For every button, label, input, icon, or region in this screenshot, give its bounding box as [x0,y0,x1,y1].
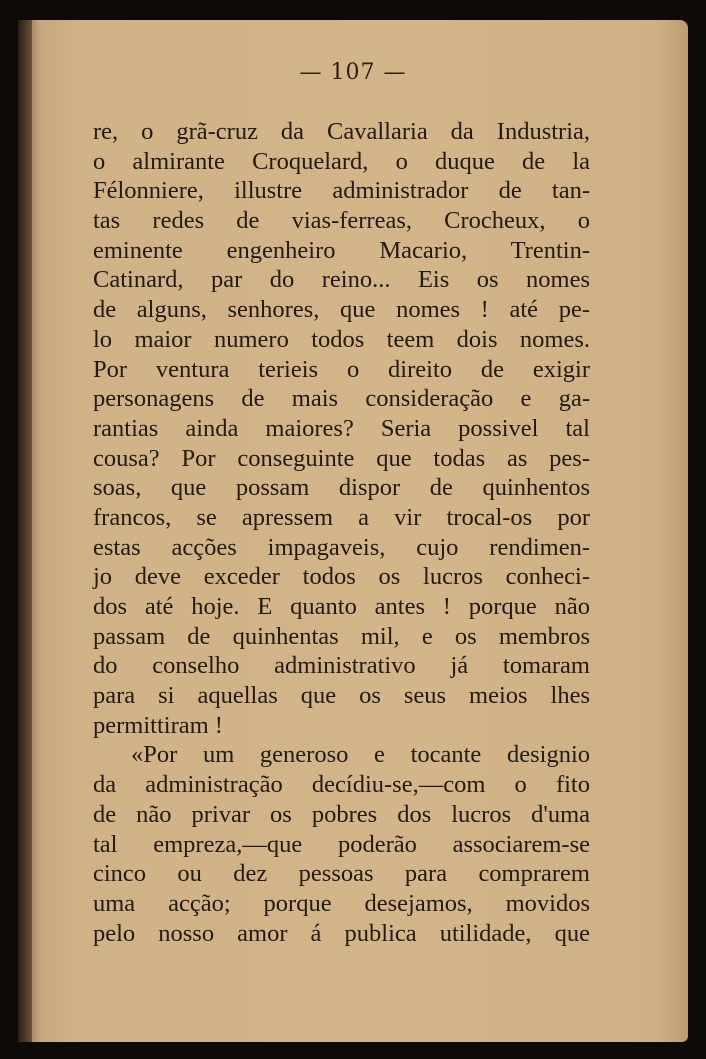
page-text [93,117,590,948]
page-binding-edge [18,20,32,1042]
text-line: cinco ou dez pessoas para comprarem [93,860,590,888]
text-line: para si aquellas que os seus meios lhes [93,682,590,710]
text-line: de alguns, senhores, que nomes ! até pe- [93,296,590,324]
text-line: uma acção; porque desejamos, movidos [93,889,590,917]
text-line: permittiram ! [93,711,223,739]
text-line: francos, se apressem a vir trocal-os por [93,503,590,531]
text-line: Por ventura terieis o direito de exigir [93,355,590,383]
text-line: da administração decídiu-se,—com o fito [93,771,590,799]
text-line: do conselho administrativo já tomaram [93,652,590,680]
text-line: personagens de mais consideração e ga- [93,385,590,413]
text-line: passam de quinhentas mil, e os membros [93,622,590,650]
text-line: eminente engenheiro Macario, Trentin- [93,236,590,264]
text-line: tal empreza,—que poderão associarem-se [93,830,590,858]
text-line: tas redes de vias-ferreas, Crocheux, o [93,207,590,235]
text-line: «Por um generoso e tocante designio [131,741,590,769]
text-line: dos até hoje. E quanto antes ! porque não [93,593,590,620]
text-line: Catinard, par do reino... Eis os nomes [93,266,590,294]
text-line: jo deve exceder todos os lucros conheci- [93,563,590,591]
text-line: soas, que possam dispor de quinhentos [93,474,590,502]
page-number: — 107 — [299,60,407,85]
text-line: rantias ainda maiores? Seria possivel tal [93,414,590,442]
text-line: de não privar os pobres dos lucros d'uma [93,800,590,828]
text-line: estas acções impagaveis, cujo rendimen- [93,533,590,561]
text-line: lo maior numero todos teem dois nomes. [93,325,590,353]
text-line: pelo nosso amor á publica utilidade, que [93,919,590,947]
book-page [18,20,688,1042]
text-line: o almirante Croquelard, o duque de la [93,147,590,175]
text-line: cousa? Por conseguinte que todas as pes- [93,444,590,472]
text-line: Félonniere, illustre administrador de tan- [93,177,590,205]
text-line: re, o grã-cruz da Cavallaria da Industria, [93,118,590,145]
